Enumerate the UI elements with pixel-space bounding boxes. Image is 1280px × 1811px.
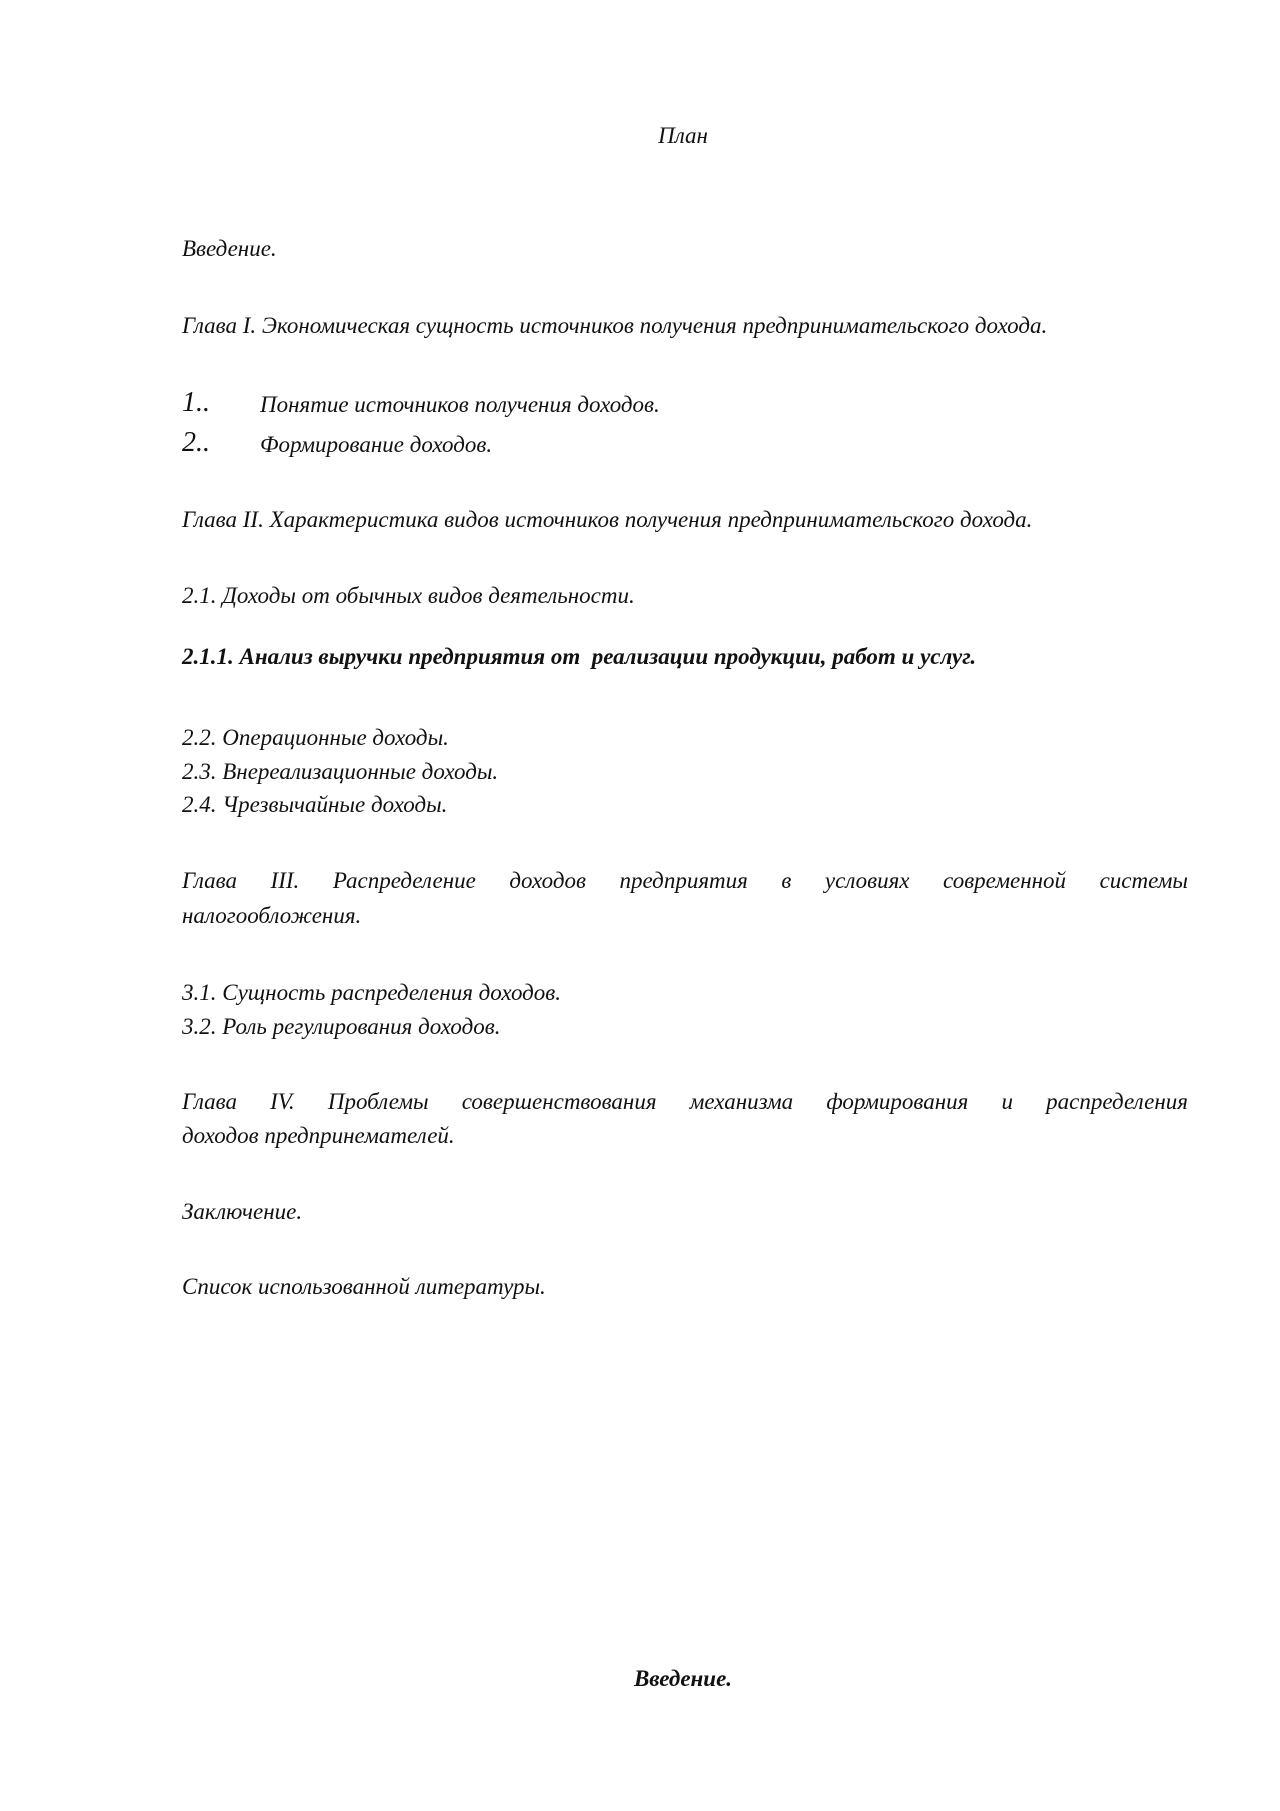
toc-item-2-3: 2.3. Внереализационные доходы. xyxy=(182,759,499,784)
toc-intro: Введение. xyxy=(182,236,277,261)
toc-chapter-2-title: Глава II. Характеристика видов источников получения предпринимательского дохода. xyxy=(182,507,1033,532)
section-heading-intro: Введение. xyxy=(633,1666,733,1691)
toc-conclusion: Заключение. xyxy=(182,1199,303,1224)
toc-chapter-1-item-1-text: Понятие источников получения доходов. xyxy=(260,392,660,417)
toc-chapter-1-item-1-number: 1.. xyxy=(182,387,210,418)
toc-chapter-3-title-line-1: Глава III. Распределение доходов предприятия в условиях современной системы xyxy=(182,868,1188,893)
toc-chapter-1-title: Глава I. Экономическая сущность источников получения предпринимательского дохода. xyxy=(182,313,1048,338)
toc-chapter-4-title-line-2: доходов предпринемателей. xyxy=(182,1123,455,1148)
toc-item-2-1: 2.1. Доходы от обычных видов деятельности. xyxy=(182,583,635,608)
toc-item-2-4: 2.4. Чрезвычайные доходы. xyxy=(182,792,448,817)
toc-item-2-1-1: 2.1.1. Анализ выручки предприятия от реализации продукции, работ и услуг. xyxy=(182,644,977,669)
plan-title: План xyxy=(658,123,708,148)
toc-references: Список использованной литературы. xyxy=(182,1274,546,1299)
toc-chapter-1-item-2-number: 2.. xyxy=(182,427,210,458)
toc-chapter-4-title-line-1: Глава IV. Проблемы совершенствования механизма формирования и распределения xyxy=(182,1089,1188,1114)
toc-item-3-2: 3.2. Роль регулирования доходов. xyxy=(182,1014,501,1039)
toc-item-3-1: 3.1. Сущность распределения доходов. xyxy=(182,980,562,1005)
toc-chapter-3-title-line-2: налогообложения. xyxy=(182,903,362,928)
toc-chapter-1-item-2-text: Формирование доходов. xyxy=(260,432,493,457)
toc-item-2-2: 2.2. Операционные доходы. xyxy=(182,725,449,750)
